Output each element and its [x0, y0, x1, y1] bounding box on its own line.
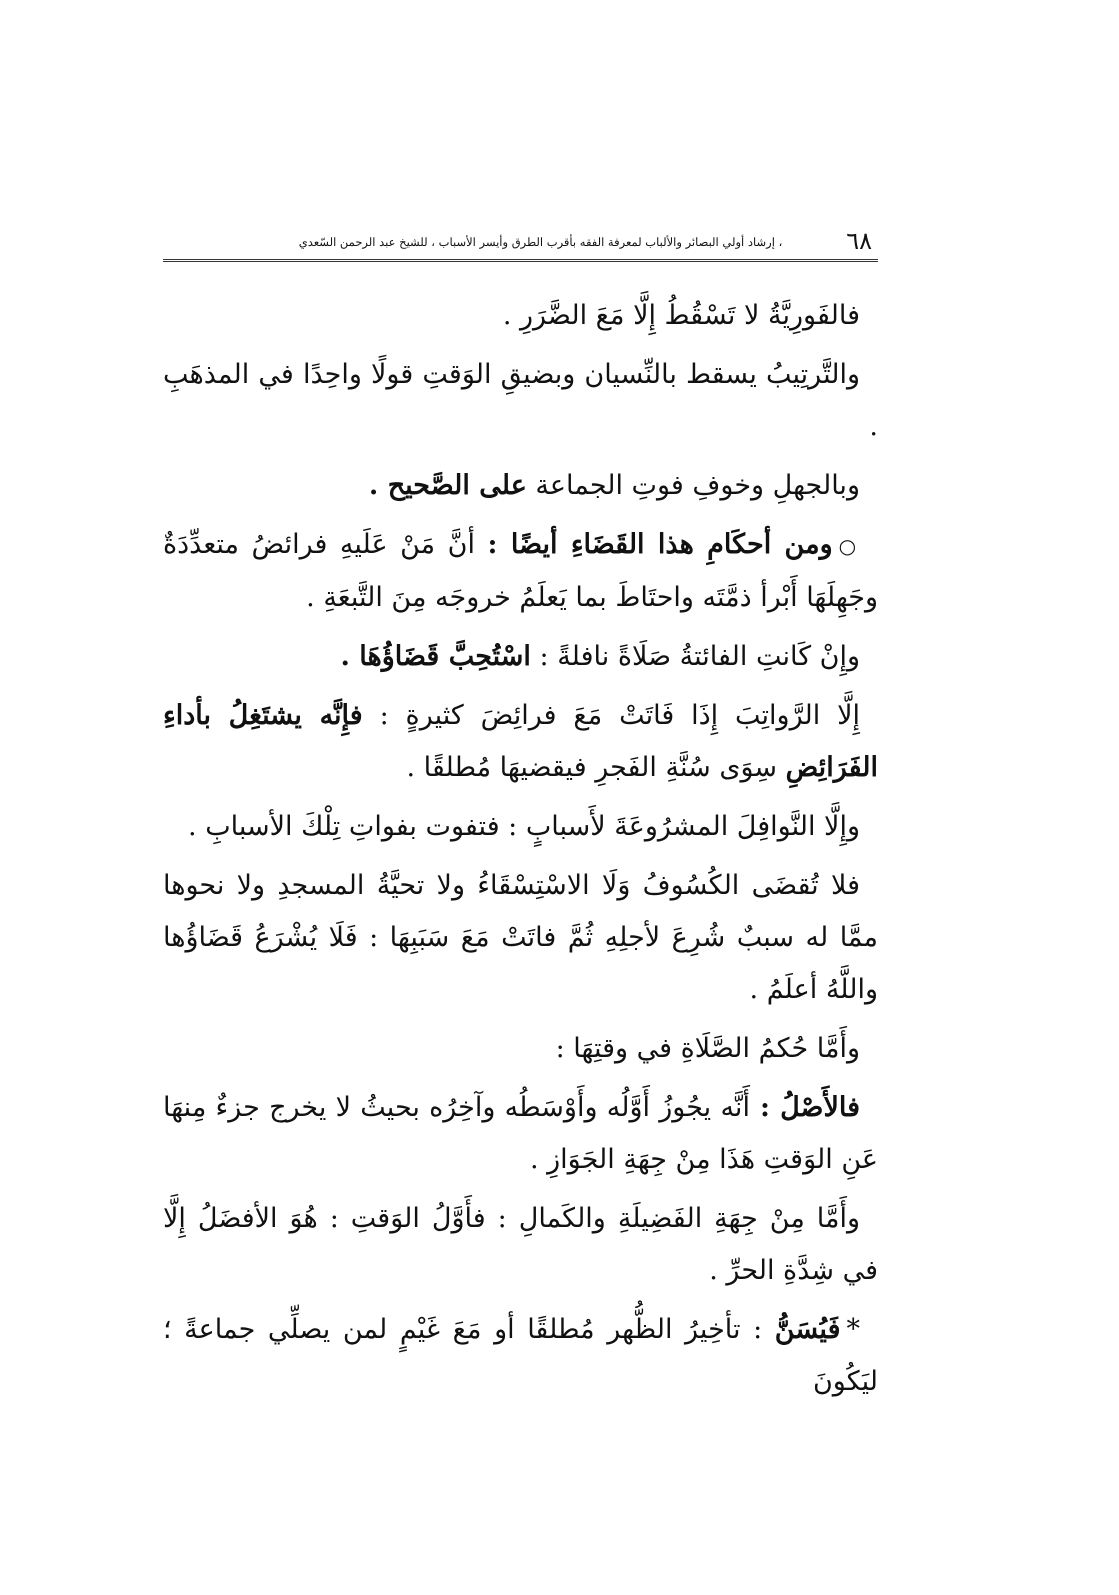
asterisk-icon: * [846, 1314, 860, 1345]
header-divider [163, 259, 878, 262]
paragraph-6 [163, 690, 878, 794]
running-header-title: ، إرشاد أولي البصائر والألباب لمعرفة الفقه بأقرب الطرق وأيسر الأسباب ، للشيخ عبد الرحمن السّعدي [298, 235, 783, 249]
paragraph-10-heading: فالأَصْلُ : [749, 1092, 860, 1123]
paragraph-11-text: وأَمَّا مِنْ جِهَةِ الفَضِيلَةِ والكَمالِ : فأَوَّلُ الوَقتِ : هُوَ الأفضَلُ إِلَّا في شِدَّةِ الحرِّ . [163, 1203, 878, 1286]
paragraph-6-tail: سِوَى سُنَّةِ الفَجرِ فيقضيهَا مُطلقًا . [406, 752, 786, 783]
paragraph-4 [163, 519, 878, 624]
circle-bullet-icon: ○ [838, 534, 861, 558]
paragraph-12-heading: فَيُسَنُّ [774, 1314, 841, 1345]
paragraph-12-text: : تأخِيرُ الظُّهر مُطلقًا أو مَعَ غَيْمٍ لمن يصلِّي جماعةً ؛ ليَكُونَ [163, 1314, 878, 1397]
paragraph-5-text: وإِنْ كَانتِ الفائتةُ صَلَاةً نافلةً : [530, 641, 860, 672]
paragraph-10-text: أَنَّه يجُوزُ أَوَّلُه وأَوْسَطُه وآخِرُه بحيثُ لا يخرج جزءٌ مِنهَا عَنِ الوَقتِ هَذَا مِنْ جِهَةِ الجَوَازِ . [163, 1092, 878, 1175]
paragraph-7-text: وإِلَّا النَّوافِلَ المشرُوعَةَ لأَسبابٍ : فتفوت بفواتِ تِلْكَ الأسبابِ . [188, 811, 860, 842]
paragraph-6-emphasis: فإِنَّه يشتَغِلُ بأداءِ الفَرَائِضِ [163, 700, 878, 783]
running-header [163, 222, 878, 262]
paragraph-5 [163, 631, 878, 683]
paragraph-9-text: وأَمَّا حُكمُ الصَّلَاةِ في وقتِهَا : [555, 1033, 860, 1064]
paragraph-9 [163, 1023, 878, 1075]
paragraph-1-text: فالفَورِيَّةُ لا تَسْقُطُ إِلَّا مَعَ الضَّرَرِ . [502, 300, 860, 331]
paragraph-3-text: وبالجهلِ وخوفِ فوتِ الجماعة [526, 470, 860, 501]
paragraph-3 [163, 460, 878, 512]
paragraph-10 [163, 1082, 878, 1186]
page-number: ٦٨ [846, 227, 872, 255]
paragraph-4-heading: ومن أحكَامِ هذا القَضَاءِ أيضًا : [487, 529, 833, 560]
paragraph-11 [163, 1193, 878, 1297]
paragraph-8-text: فلا تُقضَى الكُسُوفُ وَلَا الاسْتِسْقَاءُ ولا تحيَّةُ المسجدِ ولا نحوها ممَّا له سببٌ شُرِعَ لأجلِهِ ثُمَّ فاتَتْ مَعَ سَبَبِهَا : فَلَا يُشْرَعُ قَضَاؤُها واللَّهُ أعلَمُ . [163, 870, 878, 1005]
paragraph-2 [163, 349, 878, 453]
page-body [163, 290, 878, 1415]
paragraph-3-emphasis: على الصَّحيح . [368, 470, 527, 501]
paragraph-2-text: والتَّرتِيبُ يسقط بالنِّسيان وبضيقِ الوَقتِ قولًا واحِدًا في المذهَبِ . [163, 359, 878, 442]
paragraph-1 [163, 290, 878, 342]
paragraph-4-text: أنَّ مَنْ عَلَيهِ فرائضُ متعدِّدَةٌ وجَهِلَهَا أَبْرأ ذمَّتَه واحتَاطَ بما يَعلَمُ خروجَه مِنَ التَّبعَةِ . [163, 529, 878, 613]
paragraph-7 [163, 801, 878, 853]
paragraph-6-text: إِلَّا الرَّواتِبَ إِذَا فَاتَتْ مَعَ فرائِضَ كثيرةٍ : [362, 700, 860, 731]
paragraph-12 [163, 1304, 878, 1408]
paragraph-8 [163, 860, 878, 1016]
paragraph-5-emphasis: اسْتُحِبَّ قَضَاؤُهَا . [340, 641, 531, 672]
